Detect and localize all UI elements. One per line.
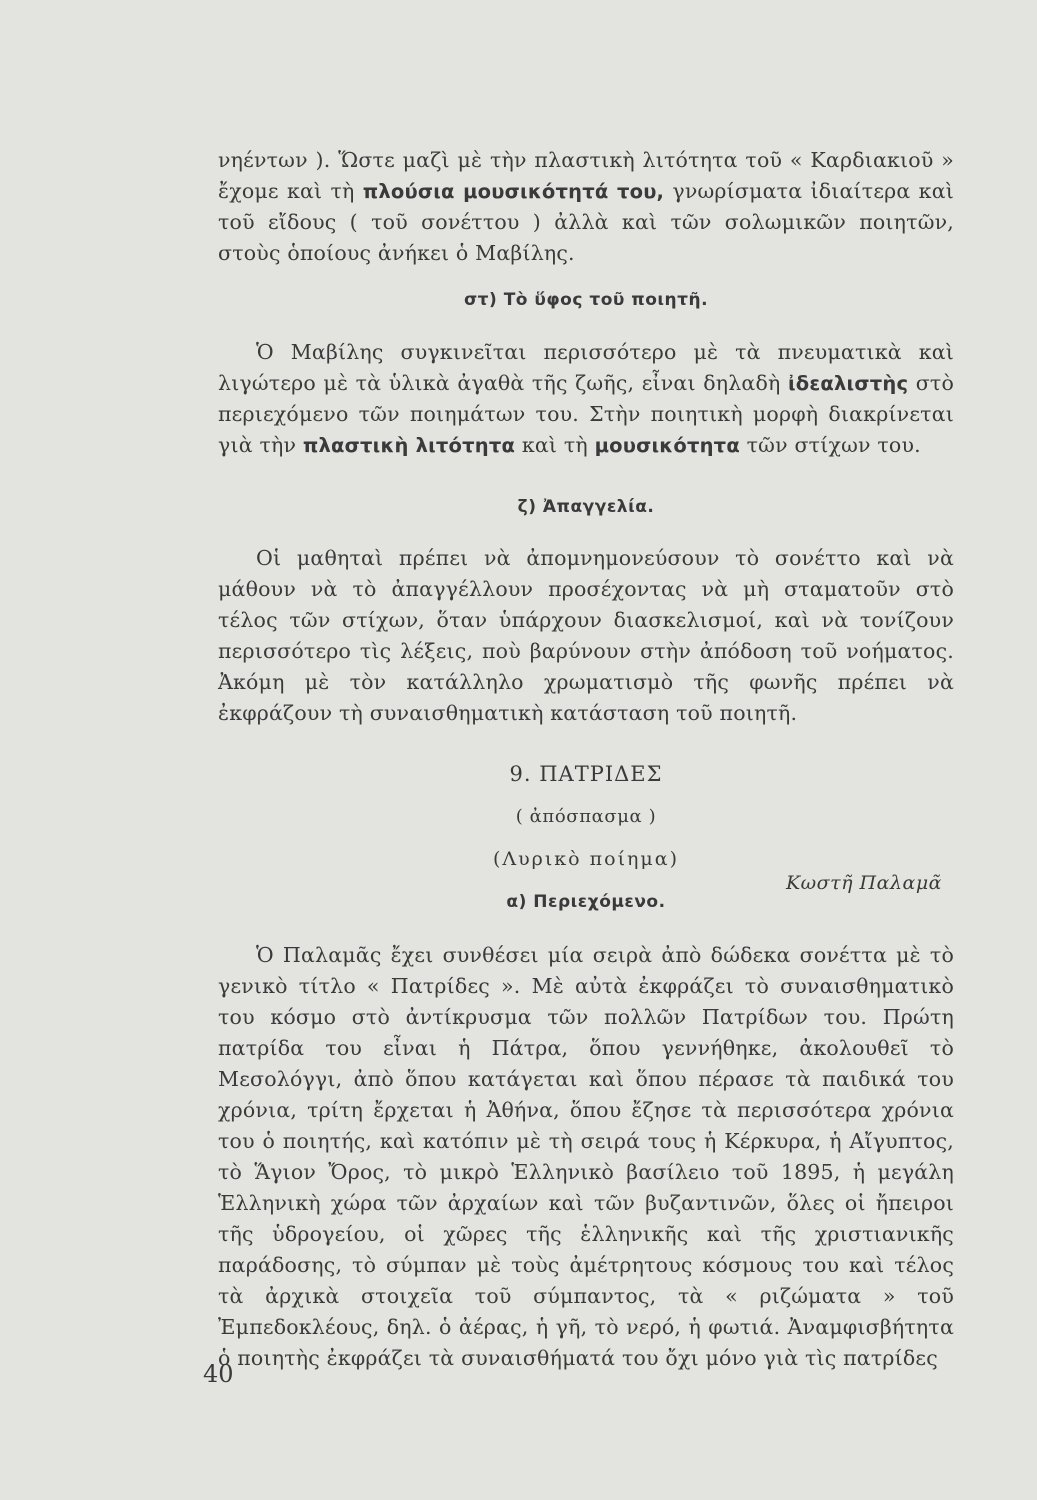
bold-rich-musicality: πλούσια μουσικότητά του, — [362, 180, 665, 203]
para1-text-2: γνωρίσματα ἰδιαίτερα καὶ τοῦ εἴδους ( τοῦ σονέττου ) ἀλλὰ καὶ τῶν σολωμικῶν ποιητῶν, στοὺς ὁποίους ἀνήκει ὁ Μαβίλης. — [218, 179, 954, 265]
para1-text-1: νηέντων ). Ὥστε μαζὶ μὲ τὴν πλαστικὴ λιτότητα τοῦ « Καρδιακιοῦ » ἔχομε καὶ τὴ — [218, 148, 954, 203]
bold-idealist: ἰδεαλιστὴς — [787, 372, 909, 395]
para2-text-3: καὶ τὴ — [515, 433, 595, 457]
para2-text-1: Ὁ Μαβίλης συγκινεῖται περισσότερο μὲ τὰ πνευματικὰ καὶ λιγώτερο μὲ τὰ ὑλικὰ ἀγαθὰ τῆς ζωῆς, εἶναι δηλαδὴ — [218, 340, 954, 395]
paragraph-palamas-patrides: Ὁ Παλαμᾶς ἔχει συνθέσει μία σειρὰ ἀπὸ δώδεκα σονέττα μὲ τὸ γενικὸ τίτλο « Πατρίδες ». Μὲ αὐτὰ ἐκφράζει τὸ συναισθηματικὸ του κόσμο στὸ ἀντίκρυσμα τῶν πολλῶν Πατρίδων του. Πρώτη πατρίδα του εἶναι ἡ Πάτρα, ὅπου γεννήθηκε, ἀκολουθεῖ τὸ Μεσολόγγι, ἀπὸ ὅπου κατάγεται καὶ ὅπου πέρασε τὰ παιδικά του χρόνια, τρίτη ἔρχεται ἡ Ἀθήνα, ὅπου ἔζησε τὰ περισσότερα χρόνια του ὁ ποιητής, καὶ κατόπιν μὲ τὴ σειρά τους ἡ Κέρκυρα, ἡ Αἴγυπτος, τὸ Ἅγιον Ὄρος, τὸ μικρὸ Ἑλληνικὸ βασίλειο τοῦ 1895, ἡ μεγάλη Ἑλληνικὴ χώρα τῶν ἀρχαίων καὶ τῶν βυζαντινῶν, ὅλες οἱ ἤπειροι τῆς ὑδρογείου, οἱ χῶρες τῆς ἑλληνικῆς καὶ τῆς χριστιανικῆς παράδοσης, τὸ σύμπαν μὲ τοὺς ἀμέτρητους κόσμους του καὶ τέλος τὰ ἀρχικὰ στοιχεῖα τοῦ σύμπαντος, τὰ « ριζώματα » τοῦ Ἐμπεδοκλέους, δηλ. ὁ ἀέρας, ἡ γῆ, τὸ νερό, ἡ φωτιά. Ἀναμφισβήτητα ὁ ποιητὴς ἐκφράζει τὰ συναισθήματά του ὄχι μόνο γιὰ τὶς πατρίδες — [218, 943, 954, 1370]
page-number: 40 — [203, 1360, 234, 1388]
bold-plastic-sobriety: πλαστικὴ λιτότητα — [302, 434, 516, 457]
para2-text-4: τῶν στίχων του. — [739, 433, 921, 457]
section-title-patrides: 9. ΠΑΤΡΙΔΕΣ — [509, 762, 663, 786]
author-name: Κωστῆ Παλαμᾶ — [785, 872, 942, 894]
excerpt-label: ( ἀπόσπασμα ) — [515, 806, 657, 827]
bold-musicality: μουσικότητα — [594, 434, 740, 457]
heading-style-of-poet: στ) Τὸ ὕφος τοῦ ποιητῆ. — [463, 290, 709, 310]
paragraph-recitation: Οἱ μαθηταὶ πρέπει νὰ ἀπομνημονεύσουν τὸ σονέττο καὶ νὰ μάθουν νὰ τὸ ἀπαγγέλλουν προσέχοντας νὰ μὴ σταματοῦν στὸ τέλος τῶν στίχων, ὅταν ὑπάρχουν διασκελισμοί, καὶ νὰ τονίζουν περισσότερο τὶς λέξεις, ποὺ βαρύνουν στὴν ἀπόδοση τοῦ νοήματος. Ἀκόμη μὲ τὸν κατάλληλο χρωματισμὸ τῆς φωνῆς πρέπει νὰ ἐκφράζουν τὴ συναισθηματικὴ κατάσταση τοῦ ποιητῆ. — [218, 546, 954, 725]
para2-text-2: στὸ περιεχόμενο τῶν ποιημάτων του. Στὴν ποιητικὴ μορφὴ διακρίνεται γιὰ τὴν — [218, 371, 954, 457]
paragraph-karadiakiou — [218, 145, 954, 269]
genre-label: (Λυρικὸ ποίημα) — [492, 848, 679, 870]
paragraph-mavilis-style — [218, 337, 954, 461]
heading-contents: α) Περιεχόμενο. — [506, 892, 666, 912]
heading-recitation: ζ) Ἀπαγγελία. — [517, 497, 655, 517]
